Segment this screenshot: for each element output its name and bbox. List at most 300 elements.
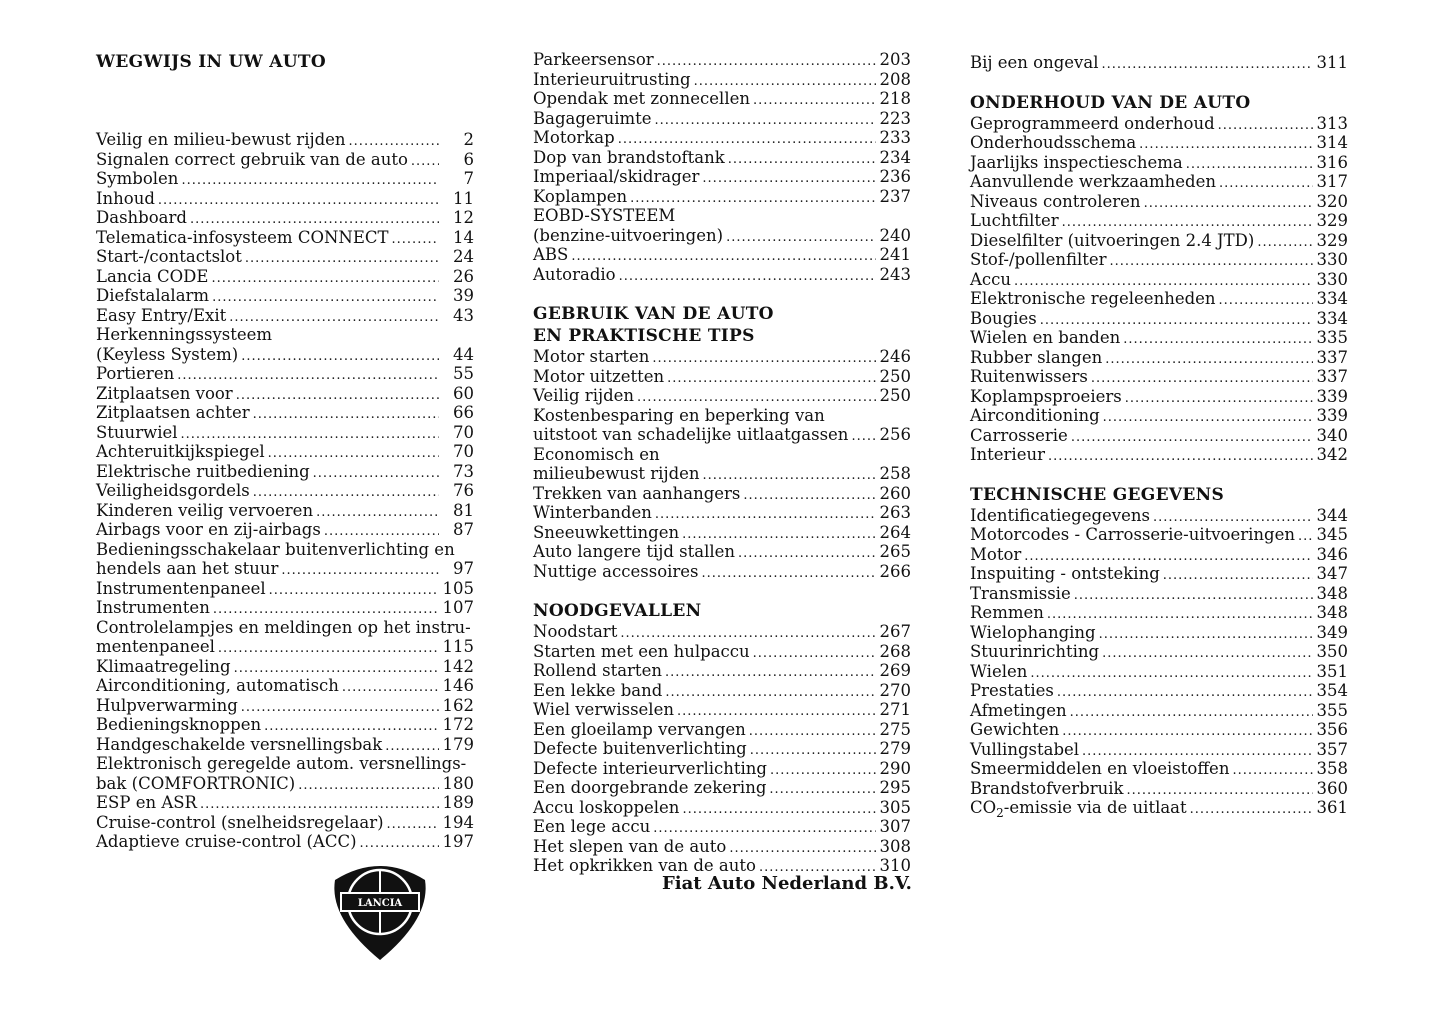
toc-entry[interactable] xyxy=(96,696,474,716)
dot-leader xyxy=(1105,350,1313,370)
toc-entry-line1: EOBD-SYSTEEM xyxy=(533,206,676,225)
toc-entry-title: $CO_2$-emissie via de uitlaat xyxy=(970,798,1187,820)
toc-entry-title: Imperiaal/skidrager xyxy=(533,167,700,186)
toc-entry[interactable] xyxy=(533,642,911,662)
dot-leader xyxy=(1298,527,1313,547)
section-heading: TECHNISCHE GEGEVENS xyxy=(970,484,1225,505)
dot-leader xyxy=(245,249,439,269)
toc-entry-page: 337 xyxy=(1316,367,1348,386)
toc-entry[interactable] xyxy=(970,564,1348,584)
toc-entry-page: 250 xyxy=(879,386,911,405)
toc-entry[interactable] xyxy=(533,148,911,168)
toc-entry[interactable] xyxy=(533,503,911,523)
toc-entry-title: Motorkap xyxy=(533,128,615,147)
dot-leader xyxy=(1219,174,1313,194)
toc-entry-title: Transmissie xyxy=(970,583,1071,603)
toc-entry-page: 70 xyxy=(453,422,474,442)
toc-entry-title: Nuttige accessoires xyxy=(533,561,699,581)
toc-entry-page: 271 xyxy=(879,700,911,719)
dot-leader xyxy=(1102,644,1313,664)
toc-entry-page: 334 xyxy=(1316,308,1348,328)
toc-entry-title: Smeermiddelen en vloeistoffen xyxy=(970,759,1230,778)
toc-list xyxy=(533,50,911,284)
toc-entry-page: 339 xyxy=(1316,386,1348,406)
toc-entry-title: Winterbanden xyxy=(533,503,652,522)
dot-leader xyxy=(211,269,439,289)
dot-leader xyxy=(682,800,876,820)
toc-entry[interactable] xyxy=(533,167,911,187)
toc-entry[interactable] xyxy=(533,89,911,109)
toc-entry[interactable] xyxy=(96,442,474,462)
toc-entry-title: Carrosserie xyxy=(970,425,1068,445)
dot-leader xyxy=(158,191,439,211)
toc-entry-title: Achteruitkijkspiegel xyxy=(96,442,265,461)
toc-entry-page: 268 xyxy=(879,641,911,661)
toc-entry-page: 347 xyxy=(1316,564,1348,583)
toc-entry-page: 189 xyxy=(442,793,474,812)
dot-leader xyxy=(360,834,439,854)
toc-entry[interactable] xyxy=(970,153,1348,173)
toc-entry-title: Klimaatregeling xyxy=(96,656,231,676)
toc-entry-title: Adaptieve cruise-control (ACC) xyxy=(96,832,357,851)
toc-entry-title: Kinderen veilig vervoeren xyxy=(96,500,314,520)
toc-entry-page: 81 xyxy=(453,500,474,520)
toc-entry-title: Veilig rijden xyxy=(533,386,635,405)
toc-entry-page: 317 xyxy=(1316,172,1348,191)
toc-entry-title: Afmetingen xyxy=(970,700,1067,720)
toc-entry[interactable] xyxy=(96,286,474,306)
toc-entry-page: 267 xyxy=(879,622,911,641)
toc-entry[interactable] xyxy=(533,837,911,857)
toc-entry-title: Dop van brandstoftank xyxy=(533,147,725,167)
toc-entry-page: 335 xyxy=(1316,328,1348,347)
toc-entry-title: Rubber slangen xyxy=(970,347,1103,367)
toc-entry-page: 203 xyxy=(879,50,911,69)
toc-entry[interactable] xyxy=(970,328,1348,348)
toc-entry-line1: Economisch en xyxy=(533,444,660,464)
publisher-footer: Fiat Auto Nederland B.V. xyxy=(662,873,912,894)
toc-entry[interactable] xyxy=(533,817,911,837)
dot-leader xyxy=(1125,389,1313,409)
toc-entry-page: 275 xyxy=(879,719,911,739)
toc-entry-co2[interactable] xyxy=(970,798,1348,818)
toc-entry-title: Veilig en milieu-bewust rijden xyxy=(96,130,346,149)
toc-entry[interactable] xyxy=(533,109,911,129)
toc-entry-title: Vullingstabel xyxy=(970,739,1080,759)
toc-entry[interactable] xyxy=(970,406,1348,426)
toc-entry-page: 263 xyxy=(879,503,911,522)
dot-leader xyxy=(728,150,876,170)
toc-entry[interactable] xyxy=(970,426,1348,446)
toc-entry[interactable] xyxy=(533,50,911,70)
toc-entry-page: 356 xyxy=(1316,720,1348,739)
toc-entry-title: (benzine-uitvoeringen) xyxy=(533,225,724,245)
toc-entry-title: Brandstofverbruik xyxy=(970,778,1124,798)
toc-entry[interactable] xyxy=(96,228,474,248)
toc-entry[interactable] xyxy=(970,172,1348,192)
toc-entry-title: Bagageruimte xyxy=(533,108,652,128)
toc-entry-page: 360 xyxy=(1316,778,1348,798)
toc-column-2 xyxy=(533,50,911,876)
dot-leader xyxy=(619,267,876,287)
toc-entry-page: 350 xyxy=(1316,642,1348,661)
toc-entry[interactable] xyxy=(96,384,474,404)
dot-leader xyxy=(1144,194,1313,214)
toc-entry[interactable] xyxy=(96,169,474,189)
toc-entry[interactable] xyxy=(96,676,474,696)
dot-leader xyxy=(212,288,439,308)
toc-entry[interactable] xyxy=(970,114,1348,134)
toc-entry-title: Inhoud xyxy=(96,188,155,208)
dot-leader xyxy=(298,776,439,796)
toc-entry[interactable] xyxy=(96,345,474,365)
dot-leader xyxy=(1219,291,1313,311)
dot-leader xyxy=(281,561,439,581)
toc-entry[interactable] xyxy=(96,306,474,326)
dot-leader xyxy=(769,780,876,800)
toc-entry-title: Wielen xyxy=(970,661,1028,681)
toc-entry-title: Aanvullende werkzaamheden xyxy=(970,172,1216,191)
toc-entry[interactable] xyxy=(533,187,911,207)
spacer xyxy=(533,581,911,600)
toc-entry[interactable] xyxy=(96,189,474,209)
toc-entry-title: Diefstalalarm xyxy=(96,286,210,305)
toc-entry-title: uitstoot van schadelijke uitlaatgassen xyxy=(533,425,849,444)
toc-entry-title: Jaarlijks inspectieschema xyxy=(970,152,1183,172)
toc-entry-page: 236 xyxy=(879,167,911,186)
toc-entry-page: 256 xyxy=(879,425,911,444)
toc-entry-page: 258 xyxy=(879,464,911,483)
toc-entry-page: 337 xyxy=(1316,347,1348,367)
dot-leader xyxy=(1071,428,1313,448)
lancia-logo xyxy=(327,858,433,962)
toc-entry[interactable] xyxy=(970,759,1348,779)
toc-entry-line1: Elektronisch geregelde autom. versnellings- xyxy=(96,754,467,773)
toc-entry-title: Accu xyxy=(970,269,1012,289)
toc-entry-title: Luchtfilter xyxy=(970,211,1059,230)
toc-entry[interactable] xyxy=(533,759,911,779)
toc-entry-title: Gewichten xyxy=(970,720,1060,739)
toc-entry-title: Motor uitzetten xyxy=(533,366,665,386)
toc-entry-page: 24 xyxy=(453,247,474,266)
toc-entry[interactable] xyxy=(96,481,474,501)
toc-entry[interactable] xyxy=(533,542,911,562)
toc-entry-line1: Bedieningsschakelaar buitenverlichting en xyxy=(96,539,455,559)
toc-entry-page: 348 xyxy=(1316,583,1348,603)
toc-list xyxy=(970,506,1348,799)
toc-entry[interactable] xyxy=(96,793,474,813)
toc-entry[interactable] xyxy=(533,484,911,504)
toc-entry[interactable] xyxy=(96,501,474,521)
dot-leader xyxy=(218,639,439,659)
toc-entry-page: 142 xyxy=(442,656,474,676)
toc-entry-page: 26 xyxy=(453,266,474,286)
toc-entry[interactable] xyxy=(533,700,911,720)
toc-entry-page: 87 xyxy=(453,520,474,539)
toc-entry[interactable] xyxy=(96,813,474,833)
toc-entry[interactable] xyxy=(533,425,911,445)
toc-entry[interactable] xyxy=(533,778,911,798)
toc-entry-page: 115 xyxy=(442,637,474,656)
toc-entry-page: 7 xyxy=(463,169,474,188)
toc-entry-title: Portieren xyxy=(96,364,175,383)
toc-entry-page: 346 xyxy=(1316,544,1348,564)
toc-entry-title: hendels aan het stuur xyxy=(96,559,279,578)
toc-entry[interactable] xyxy=(533,70,911,90)
toc-entry-title: Starten met een hulpaccu xyxy=(533,641,750,661)
spacer xyxy=(533,284,911,303)
toc-entry[interactable] xyxy=(96,403,474,423)
toc-entry[interactable] xyxy=(533,128,911,148)
toc-entry[interactable] xyxy=(96,715,474,735)
toc-entry-title: Remmen xyxy=(970,603,1044,622)
toc-entry-title: Bougies xyxy=(970,308,1037,328)
toc-entry[interactable] xyxy=(533,523,911,543)
toc-entry[interactable] xyxy=(96,130,474,150)
toc-entry-page: 250 xyxy=(879,366,911,386)
dot-leader xyxy=(665,683,876,703)
toc-entry[interactable] xyxy=(533,562,911,582)
toc-entry-page: 357 xyxy=(1316,739,1348,759)
toc-entry[interactable] xyxy=(96,247,474,267)
dot-leader xyxy=(1099,625,1313,645)
toc-entry-page: 339 xyxy=(1316,406,1348,425)
toc-entry-page: 279 xyxy=(879,739,911,758)
toc-entry-title: Symbolen xyxy=(96,169,179,188)
dot-leader xyxy=(851,427,876,447)
toc-entry[interactable] xyxy=(533,464,911,484)
toc-entry[interactable] xyxy=(970,270,1348,290)
toc-entry[interactable] xyxy=(96,832,474,852)
toc-list xyxy=(533,622,911,876)
toc-entry-page: 11 xyxy=(453,188,474,208)
toc-entry-title: Niveaus controleren xyxy=(970,191,1141,211)
toc-entry-title: Lancia CODE xyxy=(96,266,209,286)
toc-entry-page: 43 xyxy=(453,305,474,325)
toc-entry[interactable] xyxy=(96,735,474,755)
dot-leader xyxy=(411,152,439,172)
toc-entry[interactable] xyxy=(533,661,911,681)
toc-entry[interactable] xyxy=(970,603,1348,623)
toc-entry-title: Defecte interieurverlichting xyxy=(533,758,767,778)
toc-entry-page: 349 xyxy=(1316,622,1348,642)
dot-leader xyxy=(753,91,876,111)
toc-entry-page: 355 xyxy=(1316,700,1348,720)
toc-entry-title: Wielophanging xyxy=(970,622,1096,642)
toc-entry[interactable] xyxy=(970,642,1348,662)
toc-list xyxy=(970,53,1348,73)
spacer xyxy=(970,73,1348,92)
toc-entry[interactable] xyxy=(970,348,1348,368)
toc-entry[interactable] xyxy=(970,367,1348,387)
toc-entry-title: Cruise-control (snelheidsregelaar) xyxy=(96,812,384,832)
toc-entry[interactable] xyxy=(96,208,474,228)
toc-entry-title: Identificatiegegevens xyxy=(970,505,1150,525)
toc-entry-title: Motorcodes - Carrosserie-uitvoeringen xyxy=(970,525,1295,544)
toc-entry[interactable] xyxy=(970,309,1348,329)
dot-leader xyxy=(1232,761,1313,781)
toc-entry-title: Motor starten xyxy=(533,347,650,366)
toc-entry-page: 39 xyxy=(453,286,474,305)
section-heading: ONDERHOUD VAN DE AUTO xyxy=(970,92,1251,113)
toc-entry-page: 264 xyxy=(879,522,911,542)
toc-entry[interactable] xyxy=(970,445,1348,465)
toc-entry-page: 308 xyxy=(879,836,911,856)
toc-entry-page: 240 xyxy=(879,225,911,245)
toc-entry[interactable] xyxy=(970,545,1348,565)
logo-text: LANCIA xyxy=(357,898,403,909)
toc-entry-title: Opendak met zonnecellen xyxy=(533,89,751,108)
toc-list xyxy=(533,347,911,581)
toc-entry[interactable] xyxy=(533,386,911,406)
toc-entry-page: 223 xyxy=(879,108,911,128)
toc-entry[interactable] xyxy=(970,192,1348,212)
toc-entry-title: Zitplaatsen achter xyxy=(96,403,250,422)
dot-leader xyxy=(342,678,439,698)
toc-entry[interactable] xyxy=(96,598,474,618)
toc-entry[interactable] xyxy=(533,265,911,285)
section-heading: WEGWIJS IN UW AUTO xyxy=(96,52,326,72)
toc-entry-title: Airbags voor en zij-airbags xyxy=(96,520,321,539)
toc-entry[interactable] xyxy=(970,584,1348,604)
toc-entry-title: Interieuruitrusting xyxy=(533,69,691,89)
toc-entry-page: 241 xyxy=(879,245,911,264)
toc-entry[interactable] xyxy=(970,740,1348,760)
toc-entry[interactable] xyxy=(970,133,1348,153)
toc-entry-title: Een lege accu xyxy=(533,817,651,836)
dot-leader xyxy=(253,405,439,425)
toc-entry[interactable] xyxy=(970,250,1348,270)
toc-entry[interactable] xyxy=(970,701,1348,721)
dot-leader xyxy=(1102,55,1314,75)
dot-leader xyxy=(702,169,876,189)
toc-entry-title: Zitplaatsen voor xyxy=(96,383,233,403)
toc-entry-line1: Controlelampjes en meldingen op het instru- xyxy=(96,617,471,637)
toc-entry[interactable] xyxy=(96,423,474,443)
toc-entry-page: 73 xyxy=(453,461,474,481)
toc-entry[interactable] xyxy=(96,364,474,384)
toc-entry[interactable] xyxy=(96,774,474,794)
dot-leader xyxy=(1091,369,1313,389)
toc-entry-page: 270 xyxy=(879,680,911,700)
toc-entry-page: 180 xyxy=(442,773,474,793)
toc-entry[interactable] xyxy=(533,226,911,246)
toc-entry[interactable] xyxy=(970,681,1348,701)
toc-entry-title: Stuurwiel xyxy=(96,422,178,442)
dot-leader xyxy=(637,388,876,408)
toc-entry[interactable] xyxy=(533,347,911,367)
toc-entry-page: 345 xyxy=(1316,525,1348,544)
toc-entry-title: Stuurinrichting xyxy=(970,642,1100,661)
toc-entry[interactable] xyxy=(96,520,474,540)
toc-entry[interactable] xyxy=(970,662,1348,682)
dot-leader xyxy=(241,347,439,367)
toc-entry-page: 162 xyxy=(442,695,474,715)
toc-entry-title: Elektrische ruitbediening xyxy=(96,461,310,481)
toc-entry-title: Rollend starten xyxy=(533,661,662,680)
toc-entry[interactable] xyxy=(970,779,1348,799)
toc-entry-title: Noodstart xyxy=(533,622,618,641)
dot-leader xyxy=(655,111,876,131)
toc-entry-title: Start-/contactslot xyxy=(96,247,242,266)
toc-entry[interactable] xyxy=(96,462,474,482)
toc-entry-title: Bij een ongeval xyxy=(970,53,1099,72)
toc-entry-page: 330 xyxy=(1316,250,1348,269)
toc-entry[interactable] xyxy=(970,231,1348,251)
toc-entry[interactable] xyxy=(970,387,1348,407)
toc-entry[interactable] xyxy=(533,681,911,701)
toc-entry[interactable] xyxy=(970,506,1348,526)
dot-leader xyxy=(1110,252,1313,272)
dot-leader xyxy=(324,522,439,542)
dot-leader xyxy=(726,228,876,248)
toc-entry-page: 243 xyxy=(879,264,911,284)
toc-entry-page: 66 xyxy=(453,403,474,422)
toc-entry-page: 361 xyxy=(1316,798,1348,817)
toc-entry-title: Trekken van aanhangers xyxy=(533,483,741,503)
toc-entry-page: 348 xyxy=(1316,603,1348,622)
toc-entry-title: Interieur xyxy=(970,445,1045,464)
dot-leader xyxy=(1030,664,1313,684)
toc-entry[interactable] xyxy=(533,739,911,759)
toc-entry[interactable] xyxy=(970,289,1348,309)
toc-entry[interactable] xyxy=(970,525,1348,545)
toc-entry[interactable] xyxy=(96,657,474,677)
toc-entry[interactable] xyxy=(970,211,1348,231)
toc-entry-title: ESP en ASR xyxy=(96,793,197,812)
toc-entry[interactable] xyxy=(96,267,474,287)
toc-entry-page: 55 xyxy=(453,364,474,383)
toc-entry[interactable] xyxy=(533,367,911,387)
toc-entry-title: Veiligheidsgordels xyxy=(96,481,250,500)
toc-entry-title: Wielen en banden xyxy=(970,328,1121,347)
toc-entry-title: Dashboard xyxy=(96,208,187,227)
dot-leader xyxy=(1070,703,1313,723)
dot-leader xyxy=(652,349,876,369)
toc-entry-title: Handgeschakelde versnellingsbak xyxy=(96,734,383,754)
toc-entry[interactable] xyxy=(96,637,474,657)
toc-entry-page: 234 xyxy=(879,147,911,167)
toc-entry[interactable] xyxy=(533,798,911,818)
toc-entry[interactable] xyxy=(96,150,474,170)
toc-entry-page: 313 xyxy=(1316,113,1348,133)
toc-entry-page: 97 xyxy=(453,559,474,578)
toc-entry-page: 105 xyxy=(442,578,474,598)
toc-entry-page: 329 xyxy=(1316,230,1348,250)
toc-column-3 xyxy=(970,50,1348,818)
toc-entry[interactable] xyxy=(533,720,911,740)
toc-entry[interactable] xyxy=(970,720,1348,740)
toc-entry-page: 314 xyxy=(1316,133,1348,152)
toc-entry[interactable] xyxy=(533,622,911,642)
toc-entry[interactable] xyxy=(96,559,474,579)
section-heading: EN PRAKTISCHE TIPS xyxy=(533,326,755,346)
toc-entry-title: Airconditioning, automatisch xyxy=(96,676,339,695)
toc-entry[interactable] xyxy=(970,53,1348,73)
toc-entry-line1: Kostenbesparing en beperking van xyxy=(533,405,825,425)
dot-leader xyxy=(236,386,439,406)
toc-entry[interactable] xyxy=(533,245,911,265)
toc-entry[interactable] xyxy=(96,579,474,599)
toc-entry-title: mentenpaneel xyxy=(96,637,215,656)
dot-leader xyxy=(1190,800,1313,820)
toc-list xyxy=(970,114,1348,465)
toc-entry-page: 330 xyxy=(1316,269,1348,289)
toc-entry-title: Onderhoudsschema xyxy=(970,133,1137,152)
toc-entry[interactable] xyxy=(970,623,1348,643)
toc-entry-title: Inspuiting - ontsteking xyxy=(970,564,1160,583)
section-heading: GEBRUIK VAN DE AUTO xyxy=(533,304,774,324)
